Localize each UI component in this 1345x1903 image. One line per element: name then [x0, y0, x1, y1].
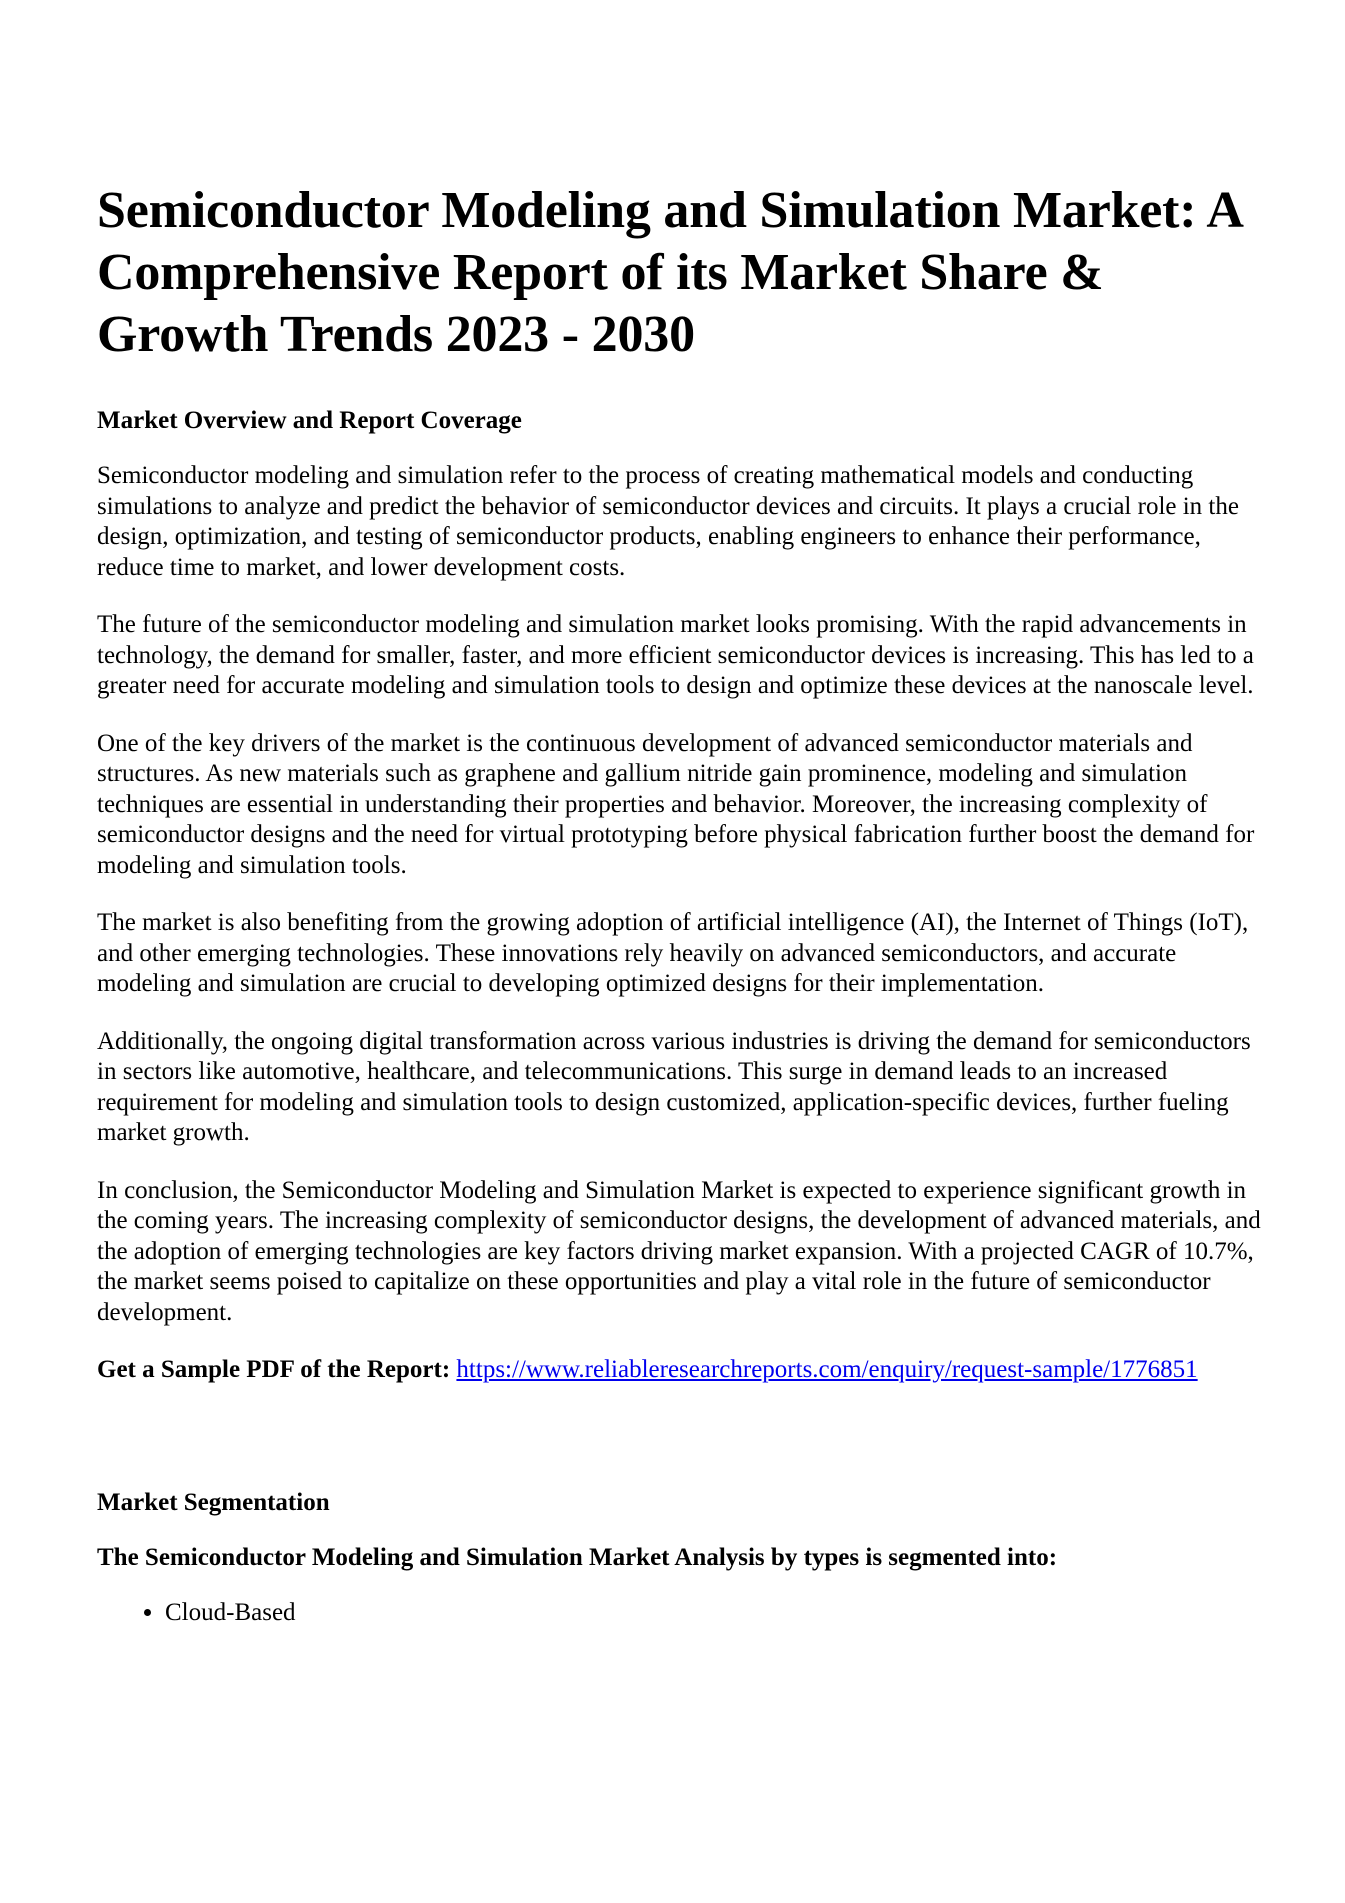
- paragraph-future: The future of the semiconductor modeling and simulation market looks promising. With the rapid advancements in technology, the demand for smaller, faster, and more efficient semiconductor devices is increasing. This has led to a greater need for accurate modeling and simulation tools to design and optimize these devices at the nanoscale level.: [97, 611, 1254, 699]
- paragraph-definition: Semiconductor modeling and simulation refer to the process of creating mathematical models and conducting simulations to analyze and predict the behavior of semiconductor devices and circuits. It plays a crucial role in the design, optimization, and testing of semiconductor products, enabling engineers to enhance their performance, reduce time to market, and lower development costs.: [97, 462, 1239, 581]
- document-page: [97, 180, 1267, 1628]
- page-title: Semiconductor Modeling and Simulation Market: A Comprehensive Report of its Market Share & Growth Trends 2023 - 2030: [97, 182, 1241, 363]
- paragraph-conclusion: In conclusion, the Semiconductor Modeling and Simulation Market is expected to experience significant growth in the coming years. The increasing complexity of semiconductor designs, the development of advanced materials, and the adoption of emerging technologies are key factors driving market expansion. With a projected CAGR of 10.7%, the market seems poised to capitalize on these opportunities and play a vital role in the future of semiconductor development.: [97, 1176, 1261, 1326]
- list-item: • Cloud-Based: [165, 1598, 1267, 1628]
- paragraph-drivers: One of the key drivers of the market is the continuous development of advanced semiconductor materials and structures. As new materials such as graphene and gallium nitride gain prominence, modeling and simulation techniques are essential in understanding their properties and behavior. Moreover, the increasing complexity of semiconductor designs and the need for virtual prototyping before physical fabrication further boost the demand for modeling and simulation tools.: [97, 729, 1255, 879]
- types-list: [97, 1598, 1267, 1628]
- sample-pdf-line: [97, 1355, 1267, 1386]
- sample-pdf-label: Get a Sample PDF of the Report:: [97, 1356, 451, 1383]
- paragraph-digital-transformation: Additionally, the ongoing digital transformation across various industries is driving the demand for semiconductors in sectors like automotive, healthcare, and telecommunications. This surge in demand leads to an increased requirement for modeling and simulation tools to design customized, application-specific devices, further fueling market growth.: [97, 1027, 1251, 1146]
- sample-pdf-link[interactable]: https://www.reliableresearchreports.com/enquiry/request-sample/1776851: [456, 1356, 1198, 1383]
- paragraph-ai-iot: The market is also benefiting from the growing adoption of artificial intelligence (AI), the Internet of Things (IoT), and other emerging technologies. These innovations rely heavily on advanced semiconductors, and accurate modeling and simulation are crucial to developing optimized designs for their implementation.: [97, 909, 1249, 997]
- segmentation-heading: Market Segmentation: [97, 1488, 330, 1516]
- segmentation-subheading: The Semiconductor Modeling and Simulation Market Analysis by types is segmented into:: [97, 1543, 1058, 1571]
- overview-heading: Market Overview and Report Coverage: [97, 407, 522, 434]
